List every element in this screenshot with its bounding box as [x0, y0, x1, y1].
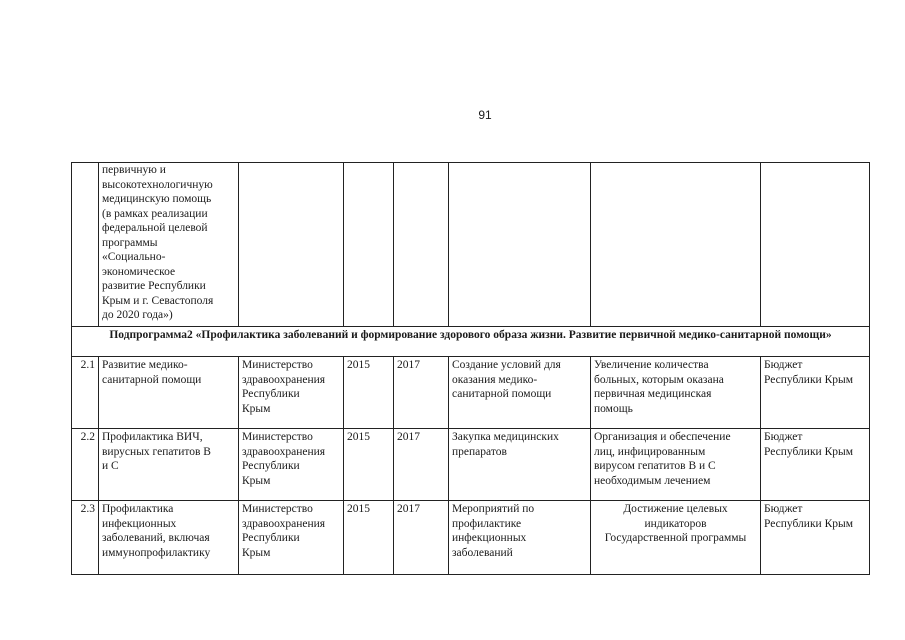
- text-line: санитарной помощи: [102, 373, 202, 386]
- cell-action: [449, 163, 591, 327]
- text-line: профилактике: [452, 517, 522, 530]
- cell-result: [591, 501, 761, 575]
- text-line: вирусных гепатитов В: [102, 445, 211, 458]
- cell-result: [591, 163, 761, 327]
- cell-executor: [239, 429, 344, 501]
- text-line: здравоохранения: [242, 445, 326, 458]
- cell-executor: [239, 357, 344, 429]
- text-line: оказания медико-: [452, 373, 538, 386]
- text-line: Создание условий для: [452, 359, 561, 371]
- text-line: заболеваний, включая: [102, 532, 210, 544]
- cell-name: [99, 501, 239, 575]
- text-line: здравоохранения: [242, 373, 326, 386]
- text-line: Крым и г. Севастополя: [102, 294, 214, 307]
- cell-action: [449, 429, 591, 501]
- text-line: инфекционных: [452, 532, 527, 544]
- text-line: первичная медицинская: [594, 388, 712, 400]
- text-line: федеральной целевой: [102, 222, 208, 234]
- cell-end: [394, 163, 449, 327]
- cell-start: 2015: [344, 501, 394, 575]
- text-line: индикаторов: [644, 517, 707, 530]
- program-table: [71, 162, 870, 575]
- text-line: высокотехнологичную: [102, 178, 213, 191]
- cell-result: [591, 429, 761, 501]
- table-row: [72, 357, 870, 429]
- subprogram-title: Подпрограмма2 «Профилактика заболеваний и формирование здорового образа жизни. Развитие первичной медико-санитарной помощи»: [72, 327, 870, 357]
- text-line: санитарной помощи: [452, 388, 552, 400]
- text-line: Бюджет: [764, 431, 803, 443]
- text-line: Министерство: [242, 431, 313, 443]
- text-line: (в рамках реализации: [102, 207, 208, 220]
- text-line: препаратов: [452, 445, 507, 458]
- cell-name: [99, 163, 239, 327]
- cell-funding: [761, 429, 870, 501]
- subprogram-header-row: [72, 327, 870, 357]
- text-line: медицинскую помощь: [102, 193, 212, 205]
- text-line: здравоохранения: [242, 517, 326, 530]
- page-number: 91: [478, 108, 492, 122]
- text-line: необходимым лечением: [594, 474, 711, 487]
- cell-name: [99, 429, 239, 501]
- text-line: «Социально-: [102, 251, 166, 263]
- cell-num: 2.1: [72, 357, 99, 429]
- text-line: программы: [102, 236, 158, 249]
- text-line: помощь: [594, 402, 633, 415]
- text-line: иммунопрофилактику: [102, 546, 211, 559]
- text-line: инфекционных: [102, 517, 177, 530]
- cell-funding: [761, 163, 870, 327]
- cell-start: 2015: [344, 357, 394, 429]
- text-line: Крым: [242, 546, 271, 559]
- text-line: Крым: [242, 402, 271, 415]
- cell-result: [591, 357, 761, 429]
- text-line: Республики Крым: [764, 373, 853, 386]
- cell-name: [99, 357, 239, 429]
- cell-start: 2015: [344, 429, 394, 501]
- text-line: Развитие медико-: [102, 359, 188, 371]
- text-line: Профилактика: [102, 503, 174, 515]
- cell-end: 2017: [394, 429, 449, 501]
- table-row-continued: [72, 163, 870, 327]
- text-line: экономическое: [102, 265, 176, 278]
- cell-action: [449, 357, 591, 429]
- table-row: [72, 501, 870, 575]
- cell-funding: [761, 501, 870, 575]
- text-line: заболеваний: [452, 546, 513, 559]
- text-line: Бюджет: [764, 503, 803, 515]
- text-line: лиц, инфицированным: [594, 445, 706, 458]
- text-line: вирусом гепатитов В и С: [594, 460, 716, 472]
- text-line: развитие Республики: [102, 280, 206, 292]
- cell-num: 2.3: [72, 501, 99, 575]
- text-line: до 2020 года»): [102, 309, 173, 321]
- text-line: Мероприятий по: [452, 503, 535, 515]
- cell-executor: [239, 501, 344, 575]
- cell-executor: [239, 163, 344, 327]
- table-row: [72, 429, 870, 501]
- text-line: Министерство: [242, 359, 313, 371]
- text-line: Крым: [242, 474, 271, 487]
- cell-funding: [761, 357, 870, 429]
- text-line: и С: [102, 460, 119, 472]
- cell-num: 2.2: [72, 429, 99, 501]
- text-line: Профилактика ВИЧ,: [102, 431, 203, 443]
- cell-num: [72, 163, 99, 327]
- text-line: Достижение целевых: [623, 503, 728, 515]
- text-line: больных, которым оказана: [594, 373, 724, 386]
- text-line: Республики: [242, 460, 300, 472]
- text-line: Республики Крым: [764, 445, 853, 458]
- text-line: Организация и обеспечение: [594, 431, 731, 443]
- cell-action: [449, 501, 591, 575]
- text-line: Республики Крым: [764, 517, 853, 530]
- text-line: Министерство: [242, 503, 313, 515]
- text-line: Республики: [242, 532, 300, 544]
- cell-end: 2017: [394, 501, 449, 575]
- text-line: Закупка медицинских: [452, 431, 559, 443]
- cell-start: [344, 163, 394, 327]
- text-line: Республики: [242, 388, 300, 400]
- cell-end: 2017: [394, 357, 449, 429]
- text-line: первичную и: [102, 164, 166, 176]
- text-line: Государственной программы: [604, 532, 747, 544]
- text-line: Увеличение количества: [594, 359, 709, 371]
- text-line: Бюджет: [764, 359, 803, 371]
